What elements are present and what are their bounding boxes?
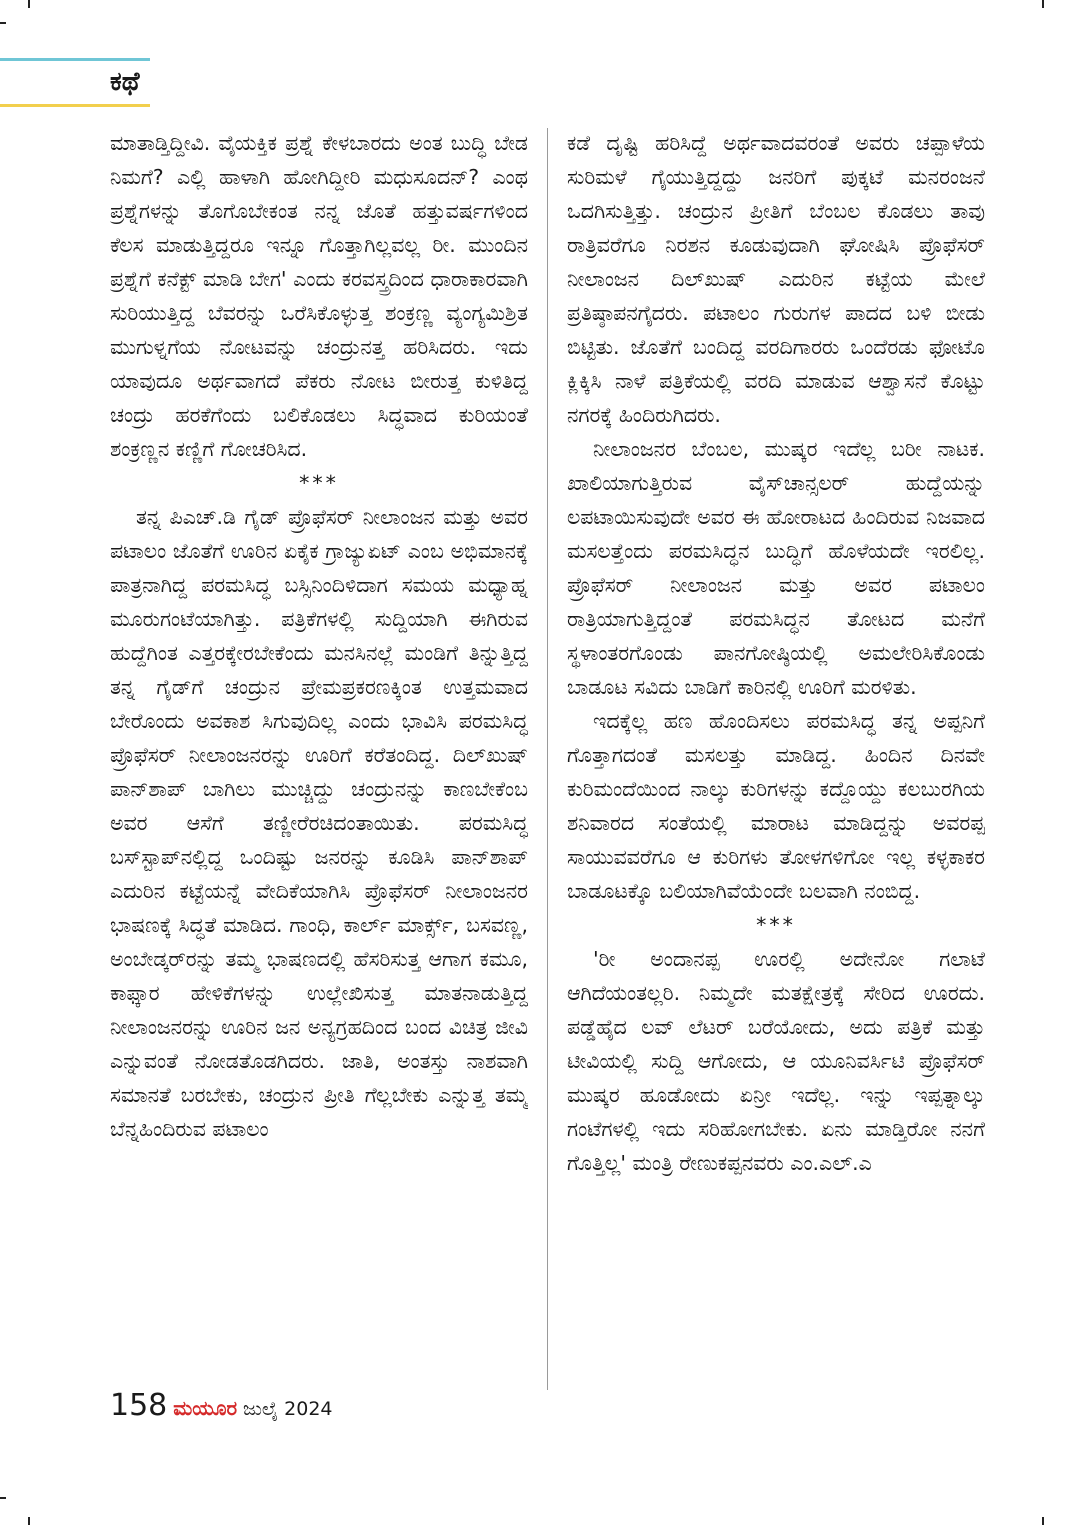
section-separator: *** xyxy=(299,471,339,495)
paragraph: ತನ್ನ ಪಿಎಚ್.ಡಿ ಗೈಡ್ ಪ್ರೊಫೆಸರ್ ನೀಲಾಂಜನ ಮತ್ತು ಅವರ ಪಟಾಲಂ ಜೊತೆಗೆ ಊರಿನ ಏಕೈಕ ಗ್ರಾಜ್ಯುಏಟ್ ಎಂಬ ಅಭಿಮಾನಕ್ಕೆ ಪಾತ್ರನಾಗಿದ್ದ ಪರಮಸಿದ್ಧ ಬಸ್ಸಿನಿಂದಿಳಿದಾಗ ಸಮಯ ಮಧ್ಯಾಹ್ನ ಮೂರುಗಂಟೆಯಾಗಿತ್ತು. ಪತ್ರಿಕೆಗಳಲ್ಲಿ ಸುದ್ದಿಯಾಗಿ ಈಗಿರುವ ಹುದ್ದೆಗಿಂತ ಎತ್ತರಕ್ಕೇರಬೇಕೆಂದು ಮನಸಿನಲ್ಲೆ ಮಂಡಿಗೆ ತಿನ್ನುತ್ತಿದ್ದ ತನ್ನ ಗೈಡ್‌ಗೆ ಚಂದ್ರುನ ಪ್ರೇಮಪ್ರಕರಣಕ್ಕಿಂತ ಉತ್ತಮವಾದ ಬೇರೊಂದು ಅವಕಾಶ ಸಿಗುವುದಿಲ್ಲ ಎಂದು ಭಾವಿಸಿ ಪರಮಸಿದ್ಧ ಪ್ರೊಫೆಸರ್ ನೀಲಾಂಜನರನ್ನು ಊರಿಗೆ ಕರೆತಂದಿದ್ದ. ದಿಲ್‌ಖುಷ್ ಪಾನ್‌ಶಾಪ್ ಬಾಗಿಲು ಮುಚ್ಚಿದ್ದು ಚಂದ್ರುನನ್ನು ಕಾಣಬೇಕೆಂಬ ಅವರ ಆಸೆಗೆ ತಣ್ಣೀರೆರಚಿದಂತಾಯಿತು. ಪರಮಸಿದ್ಧ ಬಸ್‌ಸ್ಟಾಪ್‌ನಲ್ಲಿದ್ದ ಒಂದಿಷ್ಟು ಜನರನ್ನು ಕೂಡಿಸಿ ಪಾನ್‌ಶಾಪ್ ಎದುರಿನ ಕಟ್ಟೆಯನ್ನೆ ವೇದಿಕೆಯಾಗಿಸಿ ಪ್ರೊಫೆಸರ್ ನೀಲಾಂಜನರ ಭಾಷಣಕ್ಕೆ ಸಿದ್ಧತೆ ಮಾಡಿದ. ಗಾಂಧಿ, ಕಾರ್ಲ್ ಮಾರ್ಕ್ಸ್, ಬಸವಣ್ಣ, ಅಂಬೇಡ್ಕರ್‌ರನ್ನು ತಮ್ಮ ಭಾಷಣದಲ್ಲಿ ಹೆಸರಿಸುತ್ತ ಆಗಾಗ ಕಮೂ, ಕಾಫ್ಕಾರ ಹೇಳಿಕೆಗಳನ್ನು ಉಲ್ಲೇಖಿಸುತ್ತ ಮಾತನಾಡುತ್ತಿದ್ದ ನೀಲಾಂಜನರನ್ನು ಊರಿನ ಜನ ಅನ್ಯಗ್ರಹದಿಂದ ಬಂದ ವಿಚಿತ್ರ ಜೀವಿ ಎನ್ನುವಂತೆ ನೋಡತೊಡಗಿದರು. ಜಾತಿ, ಅಂತಸ್ತು ನಾಶವಾಗಿ ಸಮಾನತೆ ಬರಬೇಕು, ಚಂದ್ರುನ ಪ್ರೀತಿ ಗೆಲ್ಲಬೇಕು ಎನ್ನುತ್ತ ತಮ್ಮ ಬೆನ್ನಹಿಂದಿರುವ ಪಟಾಲಂ xyxy=(110,505,528,1141)
paragraph: ಇದಕ್ಕೆಲ್ಲ ಹಣ ಹೊಂದಿಸಲು ಪರಮಸಿದ್ಧ ತನ್ನ ಅಪ್ಪನಿಗೆ ಗೊತ್ತಾಗದಂತೆ ಮಸಲತ್ತು ಮಾಡಿದ್ದ. ಹಿಂದಿನ ದಿನವೇ ಕುರಿಮಂದೆಯಿಂದ ನಾಲ್ಕು ಕುರಿಗಳನ್ನು ಕದ್ದೊಯ್ದು ಕಲಬುರಗಿಯ ಶನಿವಾರದ ಸಂತೆಯಲ್ಲಿ ಮಾರಾಟ ಮಾಡಿದ್ದನ್ನು ಅವರಪ್ಪ ಸಾಯುವವರೆಗೂ ಆ ಕುರಿಗಳು ತೋಳಗಳಿಗೋ ಇಲ್ಲ ಕಳ್ಳಕಾಕರ ಬಾಡೂಟಕ್ಕೊ ಬಲಿಯಾಗಿವೆಯೆಂದೇ ಬಲವಾಗಿ ನಂಬಿದ್ದ. xyxy=(567,709,985,903)
section-label: ಕಥೆ xyxy=(110,67,140,97)
page-footer xyxy=(110,1388,333,1428)
crop-mark xyxy=(28,0,30,8)
header-accent-rule xyxy=(0,58,150,61)
page-number: 158 xyxy=(110,1388,168,1423)
paragraph: ಮಾತಾಡ್ತಿದ್ದೀವಿ. ವೈಯಕ್ತಿಕ ಪ್ರಶ್ನೆ ಕೇಳಬಾರದು ಅಂತ ಬುದ್ಧಿ ಬೇಡ ನಿಮಗೆ? ಎಲ್ಲಿ ಹಾಳಾಗಿ ಹೋಗಿದ್ದೀರಿ ಮಧುಸೂದನ್? ಎಂಥ ಪ್ರಶ್ನೆಗಳನ್ನು ತೊಗೊಬೇಕಂತ ನನ್ನ ಜೊತೆ ಹತ್ತುವರ್ಷಗಳಿಂದ ಕೆಲಸ ಮಾಡುತ್ತಿದ್ದರೂ ಇನ್ನೂ ಗೊತ್ತಾಗಿಲ್ಲವಲ್ಲ ರೀ. ಮುಂದಿನ ಪ್ರಶ್ನೆಗೆ ಕನೆಕ್ಟ್ ಮಾಡಿ ಬೇಗ' ಎಂದು ಕರವಸ್ತ್ರದಿಂದ ಧಾರಾಕಾರವಾಗಿ ಸುರಿಯುತ್ತಿದ್ದ ಬೆವರನ್ನು ಒರೆಸಿಕೊಳ್ಳುತ್ತ ಶಂಕ್ರಣ್ಣ ವ್ಯಂಗ್ಯಮಿಶ್ರಿತ ಮುಗುಳ್ನಗೆಯ ನೋಟವನ್ನು ಚಂದ್ರುನತ್ತ ಹರಿಸಿದರು. ಇದು ಯಾವುದೂ ಅರ್ಥವಾಗದೆ ಪೆಕರು ನೋಟ ಬೀರುತ್ತ ಕುಳಿತಿದ್ದ ಚಂದ್ರು ಹರಕೆಗೆಂದು ಬಲಿಕೊಡಲು ಸಿದ್ಧವಾದ ಕುರಿಯಂತೆ ಶಂಕ್ರಣ್ಣನ ಕಣ್ಣಿಗೆ ಗೋಚರಿಸಿದ. xyxy=(110,131,528,461)
crop-mark xyxy=(28,1517,30,1525)
paragraph: 'ರೀ ಅಂದಾನಪ್ಪ ಊರಲ್ಲಿ ಅದೇನೋ ಗಲಾಟೆ ಆಗಿದೆಯಂತಲ್ಲರಿ. ನಿಮ್ಮದೇ ಮತಕ್ಷೇತ್ರಕ್ಕೆ ಸೇರಿದ ಊರದು. ಪಡ್ಡೆಹೈದ ಲವ್ ಲೆಟರ್ ಬರೆಯೋದು, ಅದು ಪತ್ರಿಕೆ ಮತ್ತು ಟೀವಿಯಲ್ಲಿ ಸುದ್ದಿ ಆಗೋದು, ಆ ಯೂನಿವರ್ಸಿಟಿ ಪ್ರೊಫೆಸರ್ ಮುಷ್ಕರ ಹೂಡೋದು ಏನ್ರೀ ಇದೆಲ್ಲ. ಇನ್ನು ಇಪ್ಪತ್ನಾಲ್ಕು ಗಂಟೆಗಳಲ್ಲಿ ಇದು ಸರಿಹೋಗಬೇಕು. ಏನು ಮಾಡ್ತಿರೋ ನನಗೆ ಗೊತ್ತಿಲ್ಲ' ಮಂತ್ರಿ ರೇಣುಕಪ್ಪನವರು ಎಂ.ಎಲ್.ಎ xyxy=(567,947,985,1175)
crop-mark xyxy=(1042,1517,1044,1525)
paragraph: ನೀಲಾಂಜನರ ಬೆಂಬಲ, ಮುಷ್ಕರ ಇದೆಲ್ಲ ಬರೀ ನಾಟಕ. ಖಾಲಿಯಾಗುತ್ತಿರುವ ವೈಸ್‌ಚಾನ್ಸಲರ್ ಹುದ್ದೆಯನ್ನು ಲಪಟಾಯಿಸುವುದೇ ಅವರ ಈ ಹೋರಾಟದ ಹಿಂದಿರುವ ನಿಜವಾದ ಮಸಲತ್ತೆಂದು ಪರಮಸಿದ್ಧನ ಬುದ್ಧಿಗೆ ಹೊಳೆಯದೇ ಇರಲಿಲ್ಲ. ಪ್ರೊಫೆಸರ್ ನೀಲಾಂಜನ ಮತ್ತು ಅವರ ಪಟಾಲಂ ರಾತ್ರಿಯಾಗುತ್ತಿದ್ದಂತೆ ಪರಮಸಿದ್ಧನ ತೋಟದ ಮನೆಗೆ ಸ್ಥಳಾಂತರಗೊಂಡು ಪಾನಗೋಷ್ಠಿಯಲ್ಲಿ ಅಮಲೇರಿಸಿಕೊಂಡು ಬಾಡೂಟ ಸವಿದು ಬಾಡಿಗೆ ಕಾರಿನಲ್ಲಿ ಊರಿಗೆ ಮರಳಿತು. xyxy=(567,437,985,699)
crop-mark xyxy=(0,22,6,24)
column-divider xyxy=(547,128,548,1390)
header-accent-rule xyxy=(0,104,150,107)
magazine-name: ಮಯೂರ xyxy=(173,1396,238,1420)
paragraph: ಕಡೆ ದೃಷ್ಟಿ ಹರಿಸಿದ್ದೆ ಅರ್ಥವಾದವರಂತೆ ಅವರು ಚಪ್ಪಾಳೆಯ ಸುರಿಮಳೆ ಗೈಯುತ್ತಿದ್ದದ್ದು ಜನರಿಗೆ ಪುಕ್ಕಟೆ ಮನರಂಜನೆ ಒದಗಿಸುತ್ತಿತ್ತು. ಚಂದ್ರುನ ಪ್ರೀತಿಗೆ ಬೆಂಬಲ ಕೊಡಲು ತಾವು ರಾತ್ರಿವರೆಗೂ ನಿರಶನ ಕೂಡುವುದಾಗಿ ಘೋಷಿಸಿ ಪ್ರೊಫೆಸರ್ ನೀಲಾಂಜನ ದಿಲ್‌ಖುಷ್ ಎದುರಿನ ಕಟ್ಟೆಯ ಮೇಲೆ ಪ್ರತಿಷ್ಠಾಪನಗೈದರು. ಪಟಾಲಂ ಗುರುಗಳ ಪಾದದ ಬಳಿ ಬೀಡು ಬಿಟ್ಟಿತು. ಜೊತೆಗೆ ಬಂದಿದ್ದ ವರದಿಗಾರರು ಒಂದೆರಡು ಫೋಟೊ ಕ್ಲಿಕ್ಕಿಸಿ ನಾಳೆ ಪತ್ರಿಕೆಯಲ್ಲಿ ವರದಿ ಮಾಡುವ ಆಶ್ವಾಸನೆ ಕೊಟ್ಟು ನಗರಕ್ಕೆ ಹಿಂದಿರುಗಿದರು. xyxy=(567,131,985,427)
section-separator: *** xyxy=(756,913,796,937)
crop-mark xyxy=(1042,0,1044,8)
issue-date: ಜುಲೈ 2024 xyxy=(243,1398,333,1420)
left-column xyxy=(110,126,528,1388)
right-column xyxy=(567,126,985,1388)
crop-mark xyxy=(0,1497,6,1499)
